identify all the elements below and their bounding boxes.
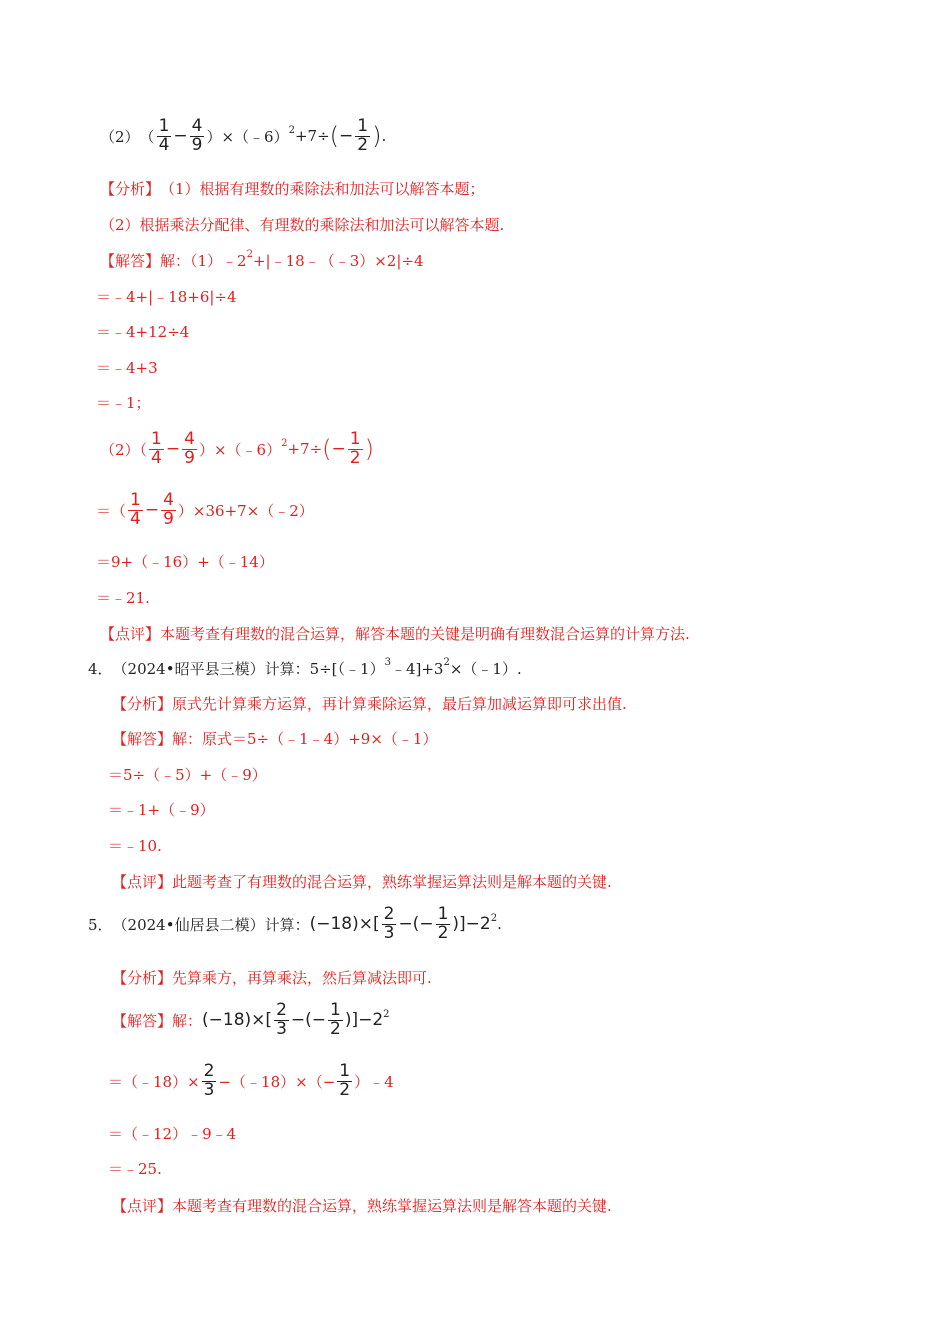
part-label: （2）（ bbox=[100, 440, 148, 459]
p3-step bbox=[96, 551, 274, 572]
analysis-text: （1）根据有理数的乘除法和加法可以解答本题； bbox=[160, 180, 485, 198]
math-text: (−18)×[ bbox=[202, 1010, 273, 1031]
problem-text: （2024•仙居县二模）计算： bbox=[112, 915, 310, 934]
exponent: 2 bbox=[383, 1008, 390, 1020]
step-text: ＝5÷（﹣5）+（﹣9） bbox=[108, 766, 267, 784]
period: . bbox=[381, 127, 387, 146]
problem-text: （2024•昭平县三模）计算：5÷[（﹣1） bbox=[112, 660, 385, 678]
comment-text: 本题考查有理数的混合运算，解答本题的关键是明确有理数混合运算的计算方法. bbox=[160, 625, 690, 643]
problem-number: 4． bbox=[88, 660, 113, 678]
expr-after: +7÷ bbox=[287, 440, 323, 459]
problem-number: 5． bbox=[88, 915, 113, 934]
p5-step bbox=[108, 1123, 236, 1144]
problem-text: ×（﹣1）. bbox=[449, 660, 522, 678]
solution-text: 解：原式＝5÷（﹣1﹣4）+9×（﹣1） bbox=[172, 730, 438, 748]
p3-sol2-step1 bbox=[96, 492, 314, 529]
step-text: ＝﹣4+3 bbox=[96, 359, 158, 377]
analysis-text: 原式先计算乘方运算，再计算乘除运算，最后算加减运算即可求出值. bbox=[172, 695, 627, 713]
minus: − bbox=[144, 500, 160, 521]
p3-step bbox=[96, 357, 158, 378]
fraction: $\frac{1}{4}$ bbox=[158, 116, 170, 155]
expr-mid: ）×（﹣6） bbox=[198, 440, 282, 459]
fraction: $\frac{4}{9}$ bbox=[191, 116, 203, 155]
expr-after: +7÷ bbox=[294, 127, 330, 146]
math-text: (−18)×[ bbox=[309, 914, 380, 935]
p3-step bbox=[96, 321, 189, 342]
p4-step bbox=[108, 764, 267, 785]
period: . bbox=[497, 915, 502, 934]
step-text: −（﹣18）×（− bbox=[218, 1072, 336, 1091]
minus: − bbox=[173, 126, 188, 147]
step-text: ＝（﹣18）× bbox=[108, 1072, 200, 1091]
p4-step bbox=[108, 799, 215, 820]
exponent: 2 bbox=[246, 249, 253, 260]
p3-step bbox=[96, 392, 151, 413]
comment-tag: 【点评】 bbox=[100, 625, 161, 643]
solution-text: +|﹣18﹣（﹣3）×2|÷4 bbox=[252, 252, 424, 270]
fraction: $\frac{1}{2}$ bbox=[437, 904, 449, 943]
analysis-text: 先算乘方，再算乘法，然后算减法即可. bbox=[172, 969, 432, 987]
fraction: $\frac{2}{3}$ bbox=[383, 904, 395, 943]
p3-step bbox=[96, 286, 237, 307]
step-text: ＝﹣25. bbox=[108, 1160, 162, 1178]
fraction: $\frac{1}{4}$ bbox=[151, 429, 162, 468]
math-text: )]−2 bbox=[452, 914, 491, 935]
p5-solution bbox=[112, 1002, 390, 1039]
p3-solution bbox=[100, 250, 424, 271]
p3-sol2-expression: （2）（ $\frac{1}{4}$ − $\frac{4}{9}$ ）×（﹣6） $^2$ +7÷ ( − $\frac{1}{2}$ ) bbox=[100, 429, 374, 468]
step-text: ＝﹣1； bbox=[96, 394, 151, 412]
part-label: （2） bbox=[100, 127, 140, 146]
solution-tag: 【解答】 bbox=[100, 252, 161, 270]
p5-analysis bbox=[112, 967, 432, 988]
p4-comment bbox=[112, 871, 612, 892]
problem-5 bbox=[88, 906, 502, 943]
p5-comment bbox=[112, 1195, 612, 1216]
neg: − bbox=[339, 126, 354, 147]
solution-tag: 【解答】 bbox=[112, 1011, 173, 1030]
exponent: 2 bbox=[288, 124, 295, 136]
p3-step bbox=[96, 587, 150, 608]
p4-step bbox=[108, 835, 162, 856]
math-text: )]−2 bbox=[344, 1010, 384, 1031]
p5-step1 bbox=[108, 1063, 394, 1100]
analysis-tag: 【分析】 bbox=[100, 180, 161, 198]
p3-comment bbox=[100, 623, 690, 644]
step-text: ＝﹣21. bbox=[96, 589, 150, 607]
comment-text: 本题考查有理数的混合运算，熟练掌握运算法则是解答本题的关键. bbox=[172, 1197, 612, 1215]
p3-analysis bbox=[100, 178, 485, 199]
fraction: $\frac{2}{3}$ bbox=[276, 1000, 287, 1039]
step-text: ＝﹣4+|﹣18+6|÷4 bbox=[96, 288, 237, 306]
fraction: $\frac{1}{2}$ bbox=[330, 1000, 341, 1039]
math-text: −(− bbox=[398, 914, 434, 935]
comment-text: 此题考查了有理数的混合运算，熟练掌握运算法则是解本题的关键. bbox=[172, 873, 612, 891]
p5-step bbox=[108, 1158, 162, 1179]
exponent: 3 bbox=[384, 657, 391, 668]
comment-tag: 【点评】 bbox=[112, 873, 173, 891]
solution-text: 解：（1）﹣2 bbox=[160, 252, 247, 270]
p3-part2-expression: （2） （ $\frac{1}{4}$ − $\frac{4}{9}$ ）×（﹣6） $^2$ +7÷ ( − $\frac{1}{2}$ ) . bbox=[100, 116, 387, 155]
problem-4 bbox=[88, 658, 522, 679]
math-text: −(− bbox=[290, 1010, 327, 1031]
analysis-tag: 【分析】 bbox=[112, 969, 173, 987]
fraction: $\frac{2}{3}$ bbox=[203, 1061, 215, 1100]
exponent: 2 bbox=[490, 912, 498, 924]
exponent: 2 bbox=[281, 437, 288, 449]
paren: （ bbox=[139, 127, 155, 146]
p4-solution bbox=[112, 728, 437, 749]
step-text: ）×36+7×（﹣2） bbox=[177, 501, 314, 520]
comment-tag: 【点评】 bbox=[112, 1197, 173, 1215]
fraction: $\frac{4}{9}$ bbox=[163, 490, 174, 529]
step-text: ＝（ bbox=[96, 501, 127, 520]
fraction: $\frac{4}{9}$ bbox=[184, 429, 195, 468]
p4-analysis bbox=[112, 693, 627, 714]
problem-text: ﹣4]+3 bbox=[390, 660, 444, 678]
fraction: $\frac{1}{2}$ bbox=[339, 1061, 351, 1100]
solution-text: 解： bbox=[172, 1011, 203, 1030]
p3-analysis-2 bbox=[100, 214, 504, 235]
step-text: ）﹣4 bbox=[354, 1072, 394, 1091]
step-text: ＝9+（﹣16）+（﹣14） bbox=[96, 553, 274, 571]
step-text: ＝（﹣12）﹣9﹣4 bbox=[108, 1125, 237, 1143]
neg: − bbox=[331, 439, 346, 460]
solution-tag: 【解答】 bbox=[112, 730, 173, 748]
fraction: $\frac{1}{4}$ bbox=[130, 490, 141, 529]
analysis-text: （2）根据乘法分配律、有理数的乘除法和加法可以解答本题. bbox=[100, 216, 505, 234]
step-text: ＝﹣1+（﹣9） bbox=[108, 801, 215, 819]
step-text: ＝﹣4+12÷4 bbox=[96, 323, 190, 341]
expr-mid: ）×（﹣6） bbox=[206, 127, 289, 146]
fraction: $\frac{1}{2}$ bbox=[349, 429, 361, 468]
step-text: ＝﹣10. bbox=[108, 837, 162, 855]
analysis-tag: 【分析】 bbox=[112, 695, 173, 713]
fraction: $\frac{1}{2}$ bbox=[357, 116, 369, 155]
minus: − bbox=[165, 439, 181, 460]
exponent: 2 bbox=[443, 657, 450, 668]
